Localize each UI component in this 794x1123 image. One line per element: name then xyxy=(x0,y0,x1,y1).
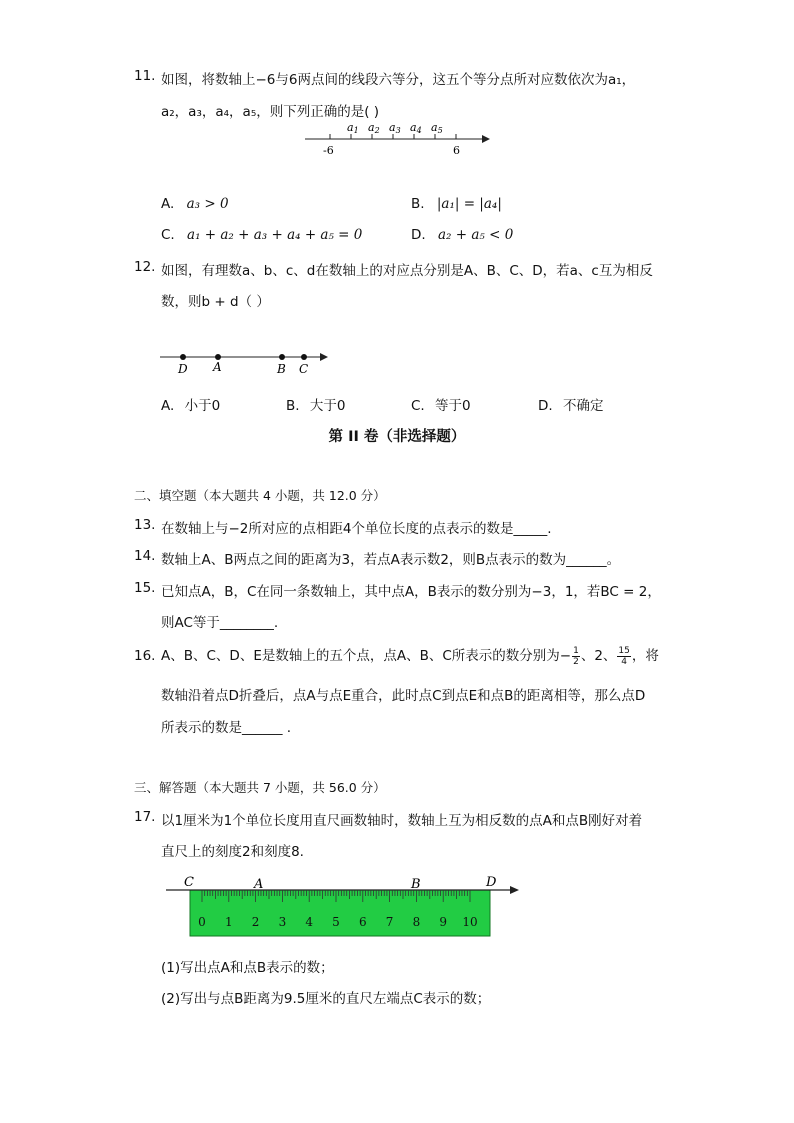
option-text: 小于0 xyxy=(184,398,221,414)
q17-sub2: (2)写出与点B距离为9.5厘米的直尺左端点C表示的数； xyxy=(161,991,491,1007)
fraction-numerator: 1 xyxy=(573,645,579,656)
section3-heading: 三、解答题（本大题共 7 小题，共 56.0 分） xyxy=(134,780,386,795)
ruler-number-label: 5 xyxy=(332,915,340,929)
ruler-body xyxy=(190,890,490,936)
option-text: a₃ > 0 xyxy=(186,196,229,212)
q11-label-a4: a4 xyxy=(410,121,422,135)
q12-point-b xyxy=(279,354,285,360)
q11-label-a2: a2 xyxy=(368,121,380,135)
q11-option-a[interactable] xyxy=(161,196,229,212)
q17-sub1: (1)写出点A和点B表示的数； xyxy=(161,960,334,976)
q11-option-d[interactable] xyxy=(411,227,513,243)
q11-label-left: -6 xyxy=(323,144,334,157)
option-letter: D. xyxy=(411,227,426,243)
ruler-number-label: 6 xyxy=(358,915,367,929)
ruler-number-label: 1 xyxy=(224,915,233,929)
option-text: 等于0 xyxy=(435,398,471,414)
ruler-number-label: 7 xyxy=(385,915,394,929)
option-letter: B. xyxy=(411,196,425,212)
option-text: a₁ + a₂ + a₃ + a₄ + a₅ = 0 xyxy=(187,227,363,243)
q12-option-d[interactable] xyxy=(538,394,603,414)
q12-point-d xyxy=(180,354,186,360)
q11-label-a1: a1 xyxy=(347,121,359,135)
q12-option-c[interactable] xyxy=(411,394,471,414)
option-text: 不确定 xyxy=(562,398,604,414)
fraction-denominator: 2 xyxy=(573,656,579,667)
q17-label-a: A xyxy=(254,877,264,892)
q16-line3: 所表示的数是______ . xyxy=(161,720,292,736)
q12-point-c xyxy=(301,354,307,360)
q17-label-b: B xyxy=(411,877,421,892)
q12-stem-line2: 数，则b + d（ ） xyxy=(161,294,270,310)
fraction-numerator: 15 xyxy=(618,645,630,656)
q11-number-line-figure xyxy=(300,118,500,158)
q17-line2: 直尺上的刻度2和刻度8. xyxy=(161,844,304,860)
q12-label-c: C xyxy=(299,362,309,376)
option-text: |a₁| = |a₄| xyxy=(436,196,502,212)
ruler-number-label: 4 xyxy=(305,915,314,929)
option-letter: B. xyxy=(286,398,300,414)
q12-label-a: A xyxy=(213,360,222,374)
q12-label-d: D xyxy=(178,362,188,376)
q11-label-a5: a5 xyxy=(431,121,443,135)
option-letter: A. xyxy=(161,398,175,414)
q16-line1-text-b: 、2、 xyxy=(580,648,617,664)
ruler-number-label: 0 xyxy=(198,915,206,929)
option-text: 大于0 xyxy=(309,398,346,414)
q11-stem-line2: a₂，a₃，a₄，a₅，则下列正确的是( ) xyxy=(161,104,380,120)
q16-fraction-2 xyxy=(617,646,630,667)
q17-label-c: C xyxy=(184,875,194,890)
q14-number: 14. xyxy=(134,548,156,564)
q12-number: 12. xyxy=(134,259,156,275)
part2-title: 第 II 卷（非选择题） xyxy=(328,429,466,445)
q15-number: 15. xyxy=(134,580,156,596)
q16-number: 16. xyxy=(134,648,156,664)
q11-option-b[interactable] xyxy=(411,196,502,212)
q13-text: 在数轴上与−2所对应的点相距4个单位长度的点表示的数是_____. xyxy=(161,521,552,537)
q16-line1-text-c: ，将 xyxy=(631,648,659,664)
fraction-denominator: 4 xyxy=(621,656,628,667)
q17-number: 17. xyxy=(134,809,156,825)
q15-line2: 则AC等于________. xyxy=(161,615,279,631)
q17-label-d: D xyxy=(486,875,497,890)
q16-line1 xyxy=(161,645,659,667)
q12-stem-line1: 如图，有理数a、b、c、d在数轴上的对应点分别是A、B、C、D，若a、c互为相反 xyxy=(161,263,653,279)
option-text: a₂ + a₅ < 0 xyxy=(437,227,514,243)
q11-label-right: 6 xyxy=(453,144,460,157)
q16-line2: 数轴沿着点D折叠后，点A与点E重合，此时点C到点E和点B的距离相等，那么点D xyxy=(161,688,646,704)
q17-ruler-figure xyxy=(160,872,530,940)
ruler-number-label: 2 xyxy=(251,915,260,929)
option-letter: D. xyxy=(538,398,553,414)
option-letter: A. xyxy=(161,196,175,212)
ruler-number-label: 8 xyxy=(412,915,421,929)
q15-line1: 已知点A，B，C在同一条数轴上，其中点A，B表示的数分别为−3，1，若BC = 2， xyxy=(161,584,661,600)
option-letter: C. xyxy=(411,398,425,414)
q11-stem-line1: 如图，将数轴上−6与6两点间的线段六等分，这五个等分点所对应数依次为a₁， xyxy=(161,72,636,88)
q11-label-a3: a3 xyxy=(389,121,401,135)
q16-line1-text-a: A、B、C、D、E是数轴上的五个点，点A、B、C所表示的数分别为− xyxy=(161,648,572,664)
ruler-number-label: 9 xyxy=(439,915,448,929)
q12-label-b: B xyxy=(277,362,286,376)
q12-number-line-figure xyxy=(156,346,336,378)
ruler-number-label: 3 xyxy=(278,915,287,929)
option-letter: C. xyxy=(161,227,175,243)
q12-option-a[interactable] xyxy=(161,394,220,414)
q12-option-b[interactable] xyxy=(286,394,345,414)
q16-fraction-1 xyxy=(572,646,580,667)
q11-option-c[interactable] xyxy=(161,227,362,243)
section2-heading: 二、填空题（本大题共 4 小题，共 12.0 分） xyxy=(134,488,386,503)
q13-number: 13. xyxy=(134,517,156,533)
ruler-number-label: 10 xyxy=(462,915,478,929)
q11-number: 11. xyxy=(134,68,156,84)
q14-text: 数轴上A、B两点之间的距离为3，若点A表示数2，则B点表示的数为______。 xyxy=(161,552,621,568)
q17-line1: 以1厘米为1个单位长度用直尺画数轴时，数轴上互为相反数的点A和点B刚好对着 xyxy=(161,813,643,829)
